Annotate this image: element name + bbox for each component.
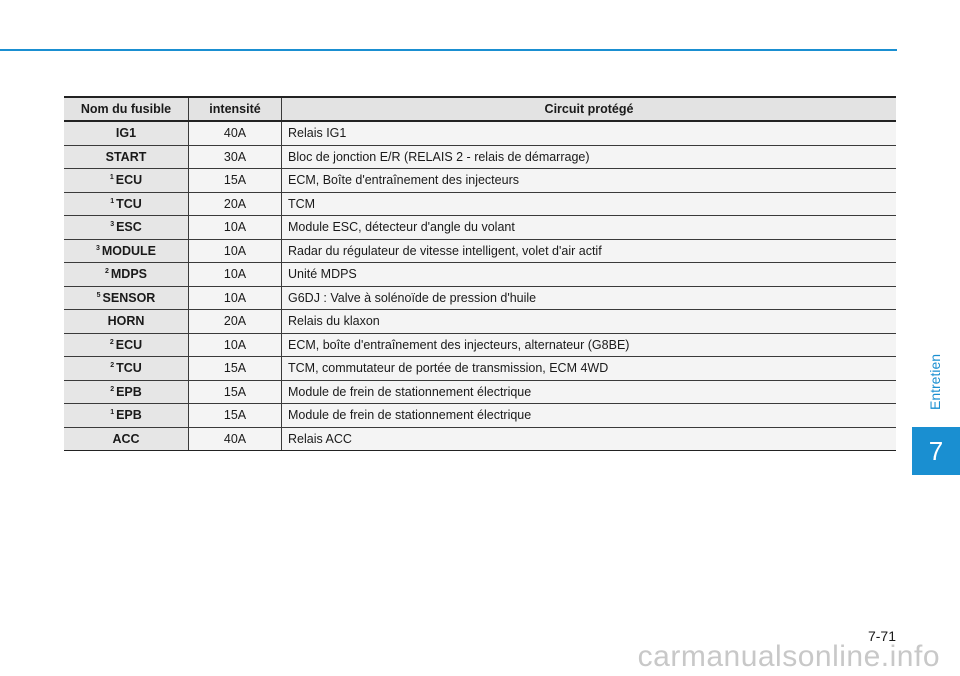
fuse-name-cell	[64, 121, 189, 145]
fuse-name: SENSOR	[102, 290, 156, 305]
fuse-intensity: 40A	[189, 427, 282, 451]
fuse-intensity: 10A	[189, 239, 282, 263]
fuse-name: IG1	[115, 126, 137, 141]
fuse-circuit: ECM, boîte d'entraînement des injecteurs, alternateur (G8BE)	[282, 333, 897, 357]
fuse-name: MDPS	[110, 267, 148, 282]
fuse-intensity: 15A	[189, 404, 282, 428]
table-row	[64, 404, 896, 428]
fuse-name: TCU	[116, 361, 142, 376]
fuse-note-marker: 1	[110, 197, 115, 205]
fuse-circuit: Relais IG1	[282, 121, 897, 145]
fuse-note-marker: 1	[110, 409, 115, 417]
fuse-note-marker: 2	[110, 385, 115, 393]
fuse-table	[64, 96, 896, 451]
fuse-intensity: 20A	[189, 192, 282, 216]
fuse-circuit: Relais du klaxon	[282, 310, 897, 334]
header-intensity: intensité	[189, 97, 282, 121]
fuse-name-cell	[64, 427, 189, 451]
fuse-name-cell	[64, 216, 189, 240]
fuse-name-cell	[64, 286, 189, 310]
table-row	[64, 216, 896, 240]
header-rule	[0, 49, 897, 51]
table-row	[64, 145, 896, 169]
fuse-name: TCU	[116, 196, 142, 211]
table-row	[64, 169, 896, 193]
table-row	[64, 239, 896, 263]
chapter-tab	[912, 427, 960, 475]
fuse-intensity: 15A	[189, 357, 282, 381]
table-row	[64, 286, 896, 310]
fuse-circuit: Bloc de jonction E/R (RELAIS 2 - relais de démarrage)	[282, 145, 897, 169]
fuse-intensity: 30A	[189, 145, 282, 169]
fuse-name: EPB	[116, 384, 142, 399]
fuse-note-marker: 3	[95, 244, 100, 252]
chapter-label	[920, 342, 950, 422]
fuse-note-marker: 5	[96, 291, 101, 299]
chapter-label-text: Entretien	[927, 353, 944, 411]
table-row	[64, 310, 896, 334]
fuse-name: ACC	[112, 431, 140, 446]
table-row	[64, 380, 896, 404]
fuse-table-body	[64, 121, 896, 451]
fuse-circuit: Radar du régulateur de vitesse intelligent, volet d'air actif	[282, 239, 897, 263]
table-row	[64, 357, 896, 381]
table-row	[64, 263, 896, 287]
fuse-name-cell	[64, 239, 189, 263]
fuse-name-cell	[64, 145, 189, 169]
watermark: carmanualsonline.info	[637, 640, 940, 673]
fuse-name: START	[105, 149, 147, 164]
table-row	[64, 192, 896, 216]
fuse-circuit: TCM, commutateur de portée de transmission, ECM 4WD	[282, 357, 897, 381]
fuse-name-cell	[64, 357, 189, 381]
fuse-name: ECU	[115, 337, 143, 352]
fuse-name-cell	[64, 169, 189, 193]
fuse-circuit: G6DJ : Valve à solénoïde de pression d'huile	[282, 286, 897, 310]
fuse-note-marker: 2	[110, 362, 115, 370]
fuse-circuit: ECM, Boîte d'entraînement des injecteurs	[282, 169, 897, 193]
fuse-name: EPB	[116, 408, 142, 423]
table-row	[64, 427, 896, 451]
chapter-number: 7	[928, 435, 944, 466]
fuse-intensity: 10A	[189, 263, 282, 287]
fuse-intensity: 10A	[189, 333, 282, 357]
fuse-name-cell	[64, 310, 189, 334]
fuse-name: ESC	[116, 220, 142, 235]
fuse-intensity: 15A	[189, 380, 282, 404]
fuse-name-cell	[64, 380, 189, 404]
fuse-name-cell	[64, 263, 189, 287]
fuse-intensity: 10A	[189, 286, 282, 310]
table-header-row	[64, 97, 896, 121]
fuse-intensity: 40A	[189, 121, 282, 145]
fuse-intensity: 20A	[189, 310, 282, 334]
header-fuse-name: Nom du fusible	[64, 97, 189, 121]
fuse-note-marker: 2	[104, 268, 109, 276]
fuse-intensity: 15A	[189, 169, 282, 193]
fuse-circuit: TCM	[282, 192, 897, 216]
fuse-name-cell	[64, 333, 189, 357]
table-row	[64, 121, 896, 145]
page-number: 7-71	[867, 628, 896, 644]
fuse-circuit: Unité MDPS	[282, 263, 897, 287]
fuse-note-marker: 2	[109, 338, 114, 346]
fuse-intensity: 10A	[189, 216, 282, 240]
fuse-name-cell	[64, 192, 189, 216]
table-row	[64, 333, 896, 357]
fuse-note-marker: 1	[109, 174, 114, 182]
fuse-name: HORN	[107, 314, 145, 329]
fuse-circuit: Module de frein de stationnement électrique	[282, 404, 897, 428]
fuse-circuit: Module de frein de stationnement électrique	[282, 380, 897, 404]
header-circuit: Circuit protégé	[282, 97, 897, 121]
fuse-circuit: Relais ACC	[282, 427, 897, 451]
fuse-name-cell	[64, 404, 189, 428]
fuse-note-marker: 3	[110, 221, 115, 229]
fuse-circuit: Module ESC, détecteur d'angle du volant	[282, 216, 897, 240]
fuse-name: MODULE	[101, 243, 157, 258]
fuse-name: ECU	[115, 173, 143, 188]
